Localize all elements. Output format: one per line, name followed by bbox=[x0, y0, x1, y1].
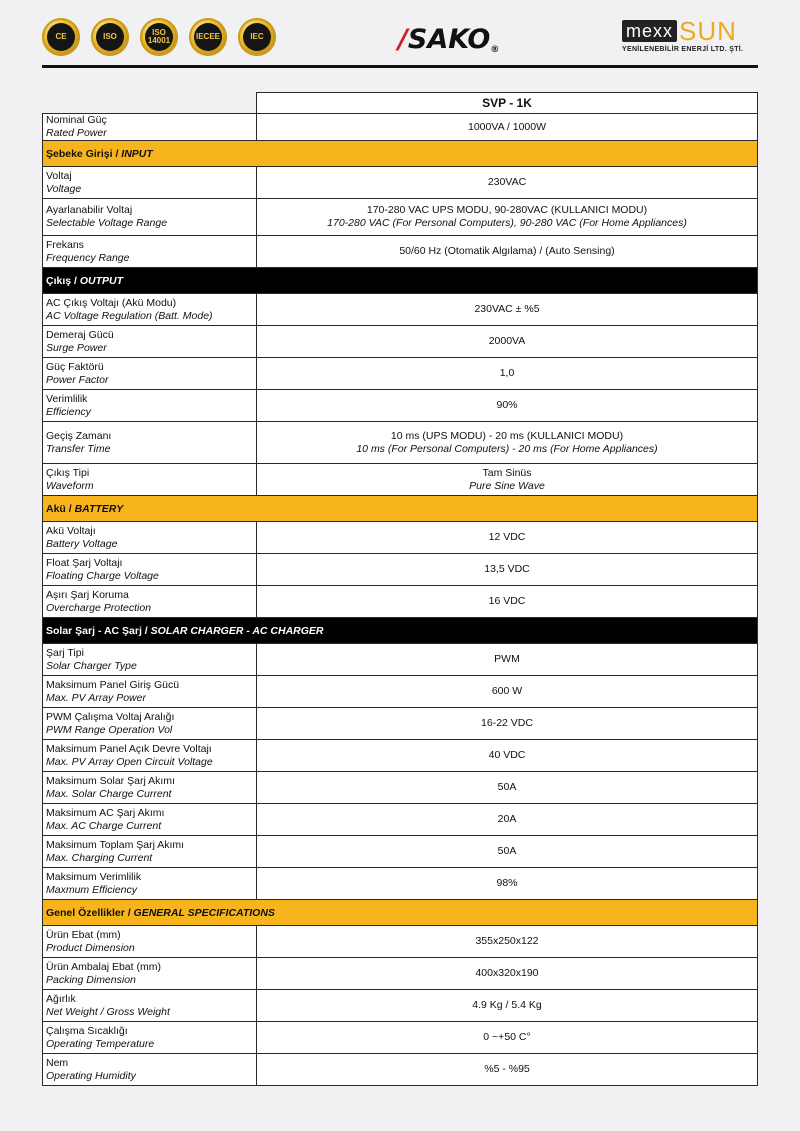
spec-value bbox=[257, 114, 758, 141]
spec-label bbox=[43, 740, 257, 772]
spec-row bbox=[43, 868, 758, 900]
spec-value bbox=[257, 990, 758, 1022]
spec-label bbox=[43, 708, 257, 740]
spec-label-tr: Frekans bbox=[46, 238, 84, 251]
spec-value-line1: 4.9 Kg / 5.4 Kg bbox=[472, 999, 542, 1011]
spec-row bbox=[43, 676, 758, 708]
spec-value-line1: 98% bbox=[496, 877, 518, 889]
mexxsun-subtitle: YENİLENEBİLİR ENERJİ LTD. ŞTİ. bbox=[622, 46, 744, 53]
spec-label-en: Transfer Time bbox=[46, 442, 111, 455]
spec-label-tr: Maksimum Solar Şarj Akımı bbox=[46, 774, 175, 787]
header-divider bbox=[42, 65, 758, 68]
section-title-tr: Çıkış / bbox=[46, 274, 80, 287]
spec-value-line1: 20A bbox=[497, 813, 517, 825]
spec-row bbox=[43, 586, 758, 618]
spec-label-tr: Voltaj bbox=[46, 169, 72, 182]
spec-label-tr: Ürün Ambalaj Ebat (mm) bbox=[46, 960, 161, 973]
iec-badge-icon: IEC bbox=[238, 18, 276, 56]
section-title-tr: Şebeke Girişi / bbox=[46, 147, 122, 160]
spec-label-tr: Maksimum Verimlilik bbox=[46, 870, 142, 883]
sun-logo-text: SUN bbox=[679, 15, 737, 46]
spec-value bbox=[257, 586, 758, 618]
spec-label-tr: Demeraj Gücü bbox=[46, 328, 114, 341]
spec-row bbox=[43, 390, 758, 422]
spec-label-tr: Ürün Ebat (mm) bbox=[46, 928, 121, 941]
spec-label bbox=[43, 358, 257, 390]
spec-label bbox=[43, 772, 257, 804]
spec-row bbox=[43, 554, 758, 586]
spec-label-en: Surge Power bbox=[46, 341, 107, 354]
sako-logo-text: SAKO bbox=[407, 24, 491, 55]
spec-value bbox=[257, 740, 758, 772]
certification-badges bbox=[42, 18, 276, 56]
section-title-tr: Genel Özellikler / bbox=[46, 906, 134, 919]
spec-value bbox=[257, 236, 758, 268]
spec-value-line1: 2000VA bbox=[488, 335, 526, 347]
spec-value bbox=[257, 1022, 758, 1054]
section-title-en: INPUT bbox=[121, 147, 153, 160]
spec-label bbox=[43, 586, 257, 618]
spec-label bbox=[43, 294, 257, 326]
spec-label-en: Maxmum Efficiency bbox=[46, 883, 138, 896]
spec-value-line1: 400x320x190 bbox=[475, 967, 539, 979]
spec-table bbox=[42, 92, 758, 1086]
spec-value bbox=[257, 464, 758, 496]
spec-row bbox=[43, 1054, 758, 1086]
spec-value-line1: 1000VA / 1000W bbox=[467, 120, 547, 133]
spec-label bbox=[43, 464, 257, 496]
spec-label-en: Efficiency bbox=[46, 405, 91, 418]
model-header-row bbox=[43, 93, 758, 114]
spec-label-tr: Ayarlanabilir Voltaj bbox=[46, 204, 133, 216]
spec-value-line1: 12 VDC bbox=[488, 531, 526, 543]
section-title-tr: Solar Şarj - AC Şarj / bbox=[46, 624, 151, 637]
iso-14001-badge-icon: ISO 14001 bbox=[140, 18, 178, 56]
spec-label-tr: Maksimum Panel Açık Devre Voltajı bbox=[46, 742, 212, 755]
spec-value-line1: 40 VDC bbox=[488, 749, 526, 761]
spec-label-tr: Akü Voltajı bbox=[46, 524, 96, 537]
mexxsun-logo bbox=[622, 15, 760, 53]
spec-label-en: Packing Dimension bbox=[46, 973, 136, 986]
spec-value-line1: 0 ~+50 C° bbox=[483, 1031, 531, 1043]
spec-value bbox=[257, 676, 758, 708]
spec-label bbox=[43, 804, 257, 836]
spec-label bbox=[43, 554, 257, 586]
spec-value bbox=[257, 522, 758, 554]
spec-label-en: Max. PV Array Open Circuit Voltage bbox=[46, 755, 213, 768]
spec-value bbox=[257, 644, 758, 676]
spec-value-line1: 50/60 Hz (Otomatik Algılama) / (Auto Sensing) bbox=[399, 245, 615, 257]
spec-value bbox=[257, 167, 758, 199]
spec-label-en: Net Weight / Gross Weight bbox=[46, 1005, 170, 1018]
spec-label-en: Power Factor bbox=[46, 373, 109, 386]
spec-row bbox=[43, 358, 758, 390]
spec-value bbox=[257, 390, 758, 422]
section-title-en: GENERAL SPECIFICATIONS bbox=[133, 906, 275, 919]
spec-value bbox=[257, 1054, 758, 1086]
spec-value-line1: 170-280 VAC UPS MODU, 90-280VAC (KULLANICI MODU) bbox=[366, 204, 648, 216]
mexx-logo-text: mexx bbox=[622, 20, 677, 42]
spec-row bbox=[43, 294, 758, 326]
spec-label-tr: Çalışma Sıcaklığı bbox=[46, 1024, 128, 1037]
sako-logo: /SAKO® bbox=[398, 24, 500, 55]
section-title-en: SOLAR CHARGER - AC CHARGER bbox=[150, 624, 324, 637]
spec-label-en: Operating Temperature bbox=[46, 1037, 155, 1050]
spec-label-en: Product Dimension bbox=[46, 941, 135, 954]
spec-label-en: Max. AC Charge Current bbox=[46, 819, 162, 832]
spec-label-en: Floating Charge Voltage bbox=[46, 569, 159, 582]
spec-value bbox=[257, 836, 758, 868]
section-header-row bbox=[43, 496, 758, 522]
spec-label bbox=[43, 326, 257, 358]
spec-label-tr: Güç Faktörü bbox=[46, 360, 104, 373]
spec-value-line1: 50A bbox=[497, 781, 517, 793]
spec-row bbox=[43, 326, 758, 358]
spec-row bbox=[43, 167, 758, 199]
spec-label bbox=[43, 868, 257, 900]
spec-label bbox=[43, 990, 257, 1022]
section-header-row bbox=[43, 900, 758, 926]
iecee-badge-icon: IECEE bbox=[189, 18, 227, 56]
spec-value-line1: 16-22 VDC bbox=[481, 717, 533, 729]
spec-label-en: Waveform bbox=[46, 479, 94, 492]
spec-label-tr: Maksimum Panel Giriş Gücü bbox=[46, 678, 180, 691]
spec-label-en: Rated Power bbox=[46, 127, 107, 139]
spec-label bbox=[43, 199, 257, 236]
spec-value-line1: 230VAC bbox=[487, 176, 527, 188]
spec-value-line1: 90% bbox=[496, 399, 518, 411]
section-header-row bbox=[43, 268, 758, 294]
spec-label-tr: Maksimum Toplam Şarj Akımı bbox=[46, 838, 185, 851]
spec-value-line1: %5 - %95 bbox=[484, 1063, 530, 1075]
spec-label-tr: Şarj Tipi bbox=[46, 646, 84, 659]
spec-value-line1: 10 ms (UPS MODU) - 20 ms (KULLANICI MODU) bbox=[390, 429, 624, 442]
spec-label-en: Battery Voltage bbox=[46, 537, 118, 550]
spec-value-line1: 355x250x122 bbox=[475, 935, 539, 947]
iso-badge-icon: ISO bbox=[91, 18, 129, 56]
spec-label bbox=[43, 644, 257, 676]
spec-label-tr: PWM Çalışma Voltaj Aralığı bbox=[46, 710, 175, 723]
spec-value-line2: Pure Sine Wave bbox=[469, 479, 545, 492]
spec-label-en: Operating Humidity bbox=[46, 1069, 136, 1082]
spec-row bbox=[43, 644, 758, 676]
spec-label-tr: Nominal Güç bbox=[46, 114, 107, 126]
spec-value-line1: 13,5 VDC bbox=[484, 563, 530, 575]
spec-label bbox=[43, 167, 257, 199]
spec-label-en: Max. Solar Charge Current bbox=[46, 787, 172, 800]
spec-label bbox=[43, 1054, 257, 1086]
spec-value bbox=[257, 926, 758, 958]
spec-label bbox=[43, 836, 257, 868]
spec-value bbox=[257, 772, 758, 804]
spec-label bbox=[43, 926, 257, 958]
spec-label bbox=[43, 114, 257, 141]
section-title bbox=[43, 141, 758, 167]
spec-value bbox=[257, 358, 758, 390]
model-name: SVP - 1K bbox=[257, 93, 758, 114]
spec-label-tr: Aşırı Şarj Koruma bbox=[46, 588, 129, 601]
spec-value-line1: 1,0 bbox=[499, 367, 515, 379]
spec-label bbox=[43, 958, 257, 990]
spec-value bbox=[257, 708, 758, 740]
spec-value-line1: 230VAC ± %5 bbox=[474, 303, 540, 315]
spec-label bbox=[43, 422, 257, 464]
spec-value bbox=[257, 868, 758, 900]
spec-value bbox=[257, 554, 758, 586]
spec-label bbox=[43, 390, 257, 422]
spec-row bbox=[43, 236, 758, 268]
spec-row bbox=[43, 926, 758, 958]
spec-label-en: AC Voltage Regulation (Batt. Mode) bbox=[46, 309, 213, 322]
spec-label-tr: Çıkış Tipi bbox=[46, 466, 90, 479]
spec-label-en: Voltage bbox=[46, 182, 82, 195]
spec-label-en: Solar Charger Type bbox=[46, 659, 137, 672]
spec-label-tr: AC Çıkış Voltajı (Akü Modu) bbox=[46, 296, 177, 309]
spec-label-tr: Nem bbox=[46, 1056, 69, 1069]
section-title bbox=[43, 496, 758, 522]
spec-row bbox=[43, 1022, 758, 1054]
spec-value-line1: 50A bbox=[497, 845, 517, 857]
spec-row bbox=[43, 522, 758, 554]
spec-row bbox=[43, 836, 758, 868]
spec-row bbox=[43, 422, 758, 464]
spec-label-en: Frequency Range bbox=[46, 251, 130, 264]
spec-label-tr: Verimlilik bbox=[46, 392, 88, 405]
spec-label-tr: Float Şarj Voltajı bbox=[46, 556, 123, 569]
spec-row bbox=[43, 804, 758, 836]
spec-value-line1: PWM bbox=[494, 653, 520, 665]
section-title bbox=[43, 268, 758, 294]
section-title bbox=[43, 900, 758, 926]
page-header bbox=[0, 0, 800, 70]
spec-label-tr: Geçiş Zamanı bbox=[46, 429, 112, 442]
spec-value bbox=[257, 294, 758, 326]
spec-value bbox=[257, 326, 758, 358]
section-title-en: OUTPUT bbox=[79, 274, 124, 287]
spec-row bbox=[43, 464, 758, 496]
spec-row bbox=[43, 708, 758, 740]
spec-value bbox=[257, 422, 758, 464]
spec-label bbox=[43, 236, 257, 268]
spec-row bbox=[43, 114, 758, 141]
spec-label-tr: Maksimum AC Şarj Akımı bbox=[46, 806, 165, 819]
spec-value bbox=[257, 804, 758, 836]
spec-label-en: Max. Charging Current bbox=[46, 851, 153, 864]
spec-row bbox=[43, 199, 758, 236]
ce-badge-icon: CE bbox=[42, 18, 80, 56]
section-title bbox=[43, 618, 758, 644]
spec-value bbox=[257, 199, 758, 236]
spec-row bbox=[43, 772, 758, 804]
spec-label-en: PWM Range Operation Vol bbox=[46, 723, 173, 736]
spec-value-line1: 16 VDC bbox=[488, 595, 526, 607]
spec-value-line2: 170-280 VAC (For Personal Computers), 90-280 VAC (For Home Appliances) bbox=[327, 217, 687, 229]
spec-label bbox=[43, 676, 257, 708]
spec-label bbox=[43, 1022, 257, 1054]
spec-row bbox=[43, 740, 758, 772]
spec-row bbox=[43, 958, 758, 990]
spec-value-line1: 600 W bbox=[491, 685, 523, 697]
spec-value-line1: Tam Sinüs bbox=[482, 466, 532, 479]
section-title-tr: Akü / bbox=[46, 502, 75, 515]
spec-label-en: Overcharge Protection bbox=[46, 601, 152, 614]
spec-label bbox=[43, 522, 257, 554]
section-header-row bbox=[43, 141, 758, 167]
spec-label-en: Max. PV Array Power bbox=[46, 691, 146, 704]
spec-row bbox=[43, 990, 758, 1022]
section-title-en: BATTERY bbox=[74, 502, 124, 515]
spec-value-line2: 10 ms (For Personal Computers) - 20 ms (For Home Appliances) bbox=[356, 442, 658, 455]
spec-label-tr: Ağırlık bbox=[46, 992, 76, 1005]
spec-value bbox=[257, 958, 758, 990]
model-header-spacer bbox=[43, 93, 257, 114]
spec-label-en: Selectable Voltage Range bbox=[46, 217, 168, 229]
section-header-row bbox=[43, 618, 758, 644]
